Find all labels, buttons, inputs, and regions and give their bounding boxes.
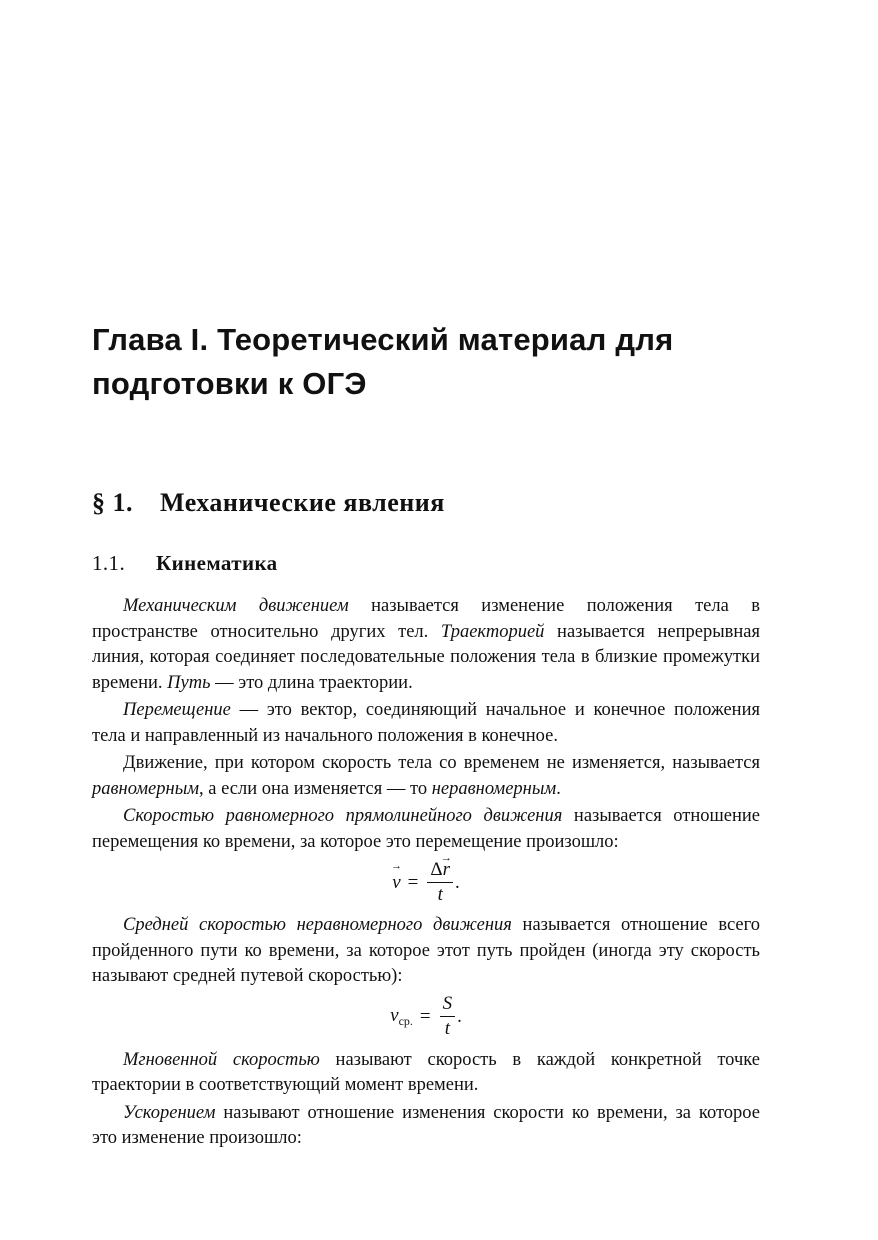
formula-numerator: S	[440, 994, 456, 1017]
chapter-title-line-2: подготовки к ОГЭ	[92, 366, 367, 401]
paragraph-velocity	[92, 804, 760, 855]
radius-vector: → r	[443, 860, 450, 880]
chapter-title	[92, 318, 760, 406]
paragraph-acceleration	[92, 1101, 760, 1152]
formula-velocity	[92, 859, 760, 905]
section-number: § 1.	[92, 488, 133, 517]
subsection-title: Кинематика	[156, 551, 278, 575]
term-velocity: Скоростью равномерного прямолинейного движения	[123, 806, 563, 826]
paragraph-text: называется непрерывная линия, которая соединяет последовательные положения тела в близкие промежутки времени.	[92, 621, 760, 693]
formula-period: .	[457, 1006, 462, 1027]
formula-average-speed	[92, 994, 760, 1040]
paragraph-text: .	[556, 778, 561, 799]
paragraph-uniform-motion	[92, 751, 760, 802]
formula-average-speed-lhs	[390, 1006, 413, 1027]
formula-fraction	[427, 860, 453, 905]
paragraph-text: называют отношение изменения скорости ко времени, за которое это изменение произошло:	[92, 1102, 760, 1148]
term-path: Путь	[167, 672, 211, 693]
formula-period: .	[455, 871, 460, 893]
delta-symbol: Δ	[430, 858, 443, 880]
paragraph-text: Движение, при котором скорость тела со временем не изменяется, называется	[123, 753, 760, 773]
section-heading	[92, 486, 760, 520]
term-acceleration: Ускорением	[123, 1102, 216, 1123]
formula-numerator	[427, 860, 453, 883]
paragraph-instant-speed	[92, 1048, 760, 1099]
subsection-heading	[92, 548, 760, 578]
paragraph-displacement	[92, 698, 760, 749]
subsection-number: 1.1.	[92, 551, 126, 575]
formula-denominator: t	[437, 883, 443, 905]
paragraph-text: называют скорость в каждой конкретной точке траектории в соответствующий момент времени.	[92, 1049, 760, 1095]
term-trajectory: Траекторией	[440, 621, 545, 642]
paragraph-mechanical-motion	[92, 594, 760, 696]
paragraph-text: называется изменение положения тела в пространстве относительно других тел.	[92, 596, 760, 642]
term-uniform: равномерным	[92, 778, 200, 799]
term-average-speed: Средней скоростью неравномерного движения	[123, 915, 512, 935]
term-mechanical-motion: Механическим движением	[123, 596, 349, 616]
formula-fraction	[440, 994, 456, 1039]
term-displacement: Перемещение	[123, 700, 231, 720]
paragraph-text: , а если она изменяется — то	[199, 778, 432, 799]
formula-velocity-lhs: → v	[392, 873, 400, 892]
paragraph-average-speed	[92, 913, 760, 990]
formula-equals-sign: =	[407, 871, 419, 893]
body-text	[92, 594, 760, 1154]
chapter-title-line-1: Глава I. Теоретический материал для	[92, 322, 674, 357]
speed-subscript: ср.	[398, 1014, 413, 1028]
paragraph-text: называется отношение перемещения ко времени, за которое это перемещение произошло:	[92, 806, 760, 852]
term-instant-speed: Мгновенной скоростью	[123, 1049, 320, 1070]
formula-denominator: t	[444, 1018, 450, 1039]
formula-equals-sign: =	[419, 1006, 431, 1027]
speed-symbol: v	[390, 1005, 399, 1026]
paragraph-text: — это длина траектории.	[210, 672, 413, 693]
term-nonuniform: неравномерным	[431, 778, 557, 799]
book-page	[92, 0, 760, 1240]
paragraph-text: — это вектор, соединяющий начальное и конечное положения тела и направленный из начального положения в конечное.	[92, 700, 760, 746]
paragraph-text: называется отношение всего пройденного пути ко времени, за которое этот путь пройден (иногда эту скорость называют средней путевой скоростью):	[92, 915, 760, 986]
section-title: Механические явления	[160, 488, 445, 517]
